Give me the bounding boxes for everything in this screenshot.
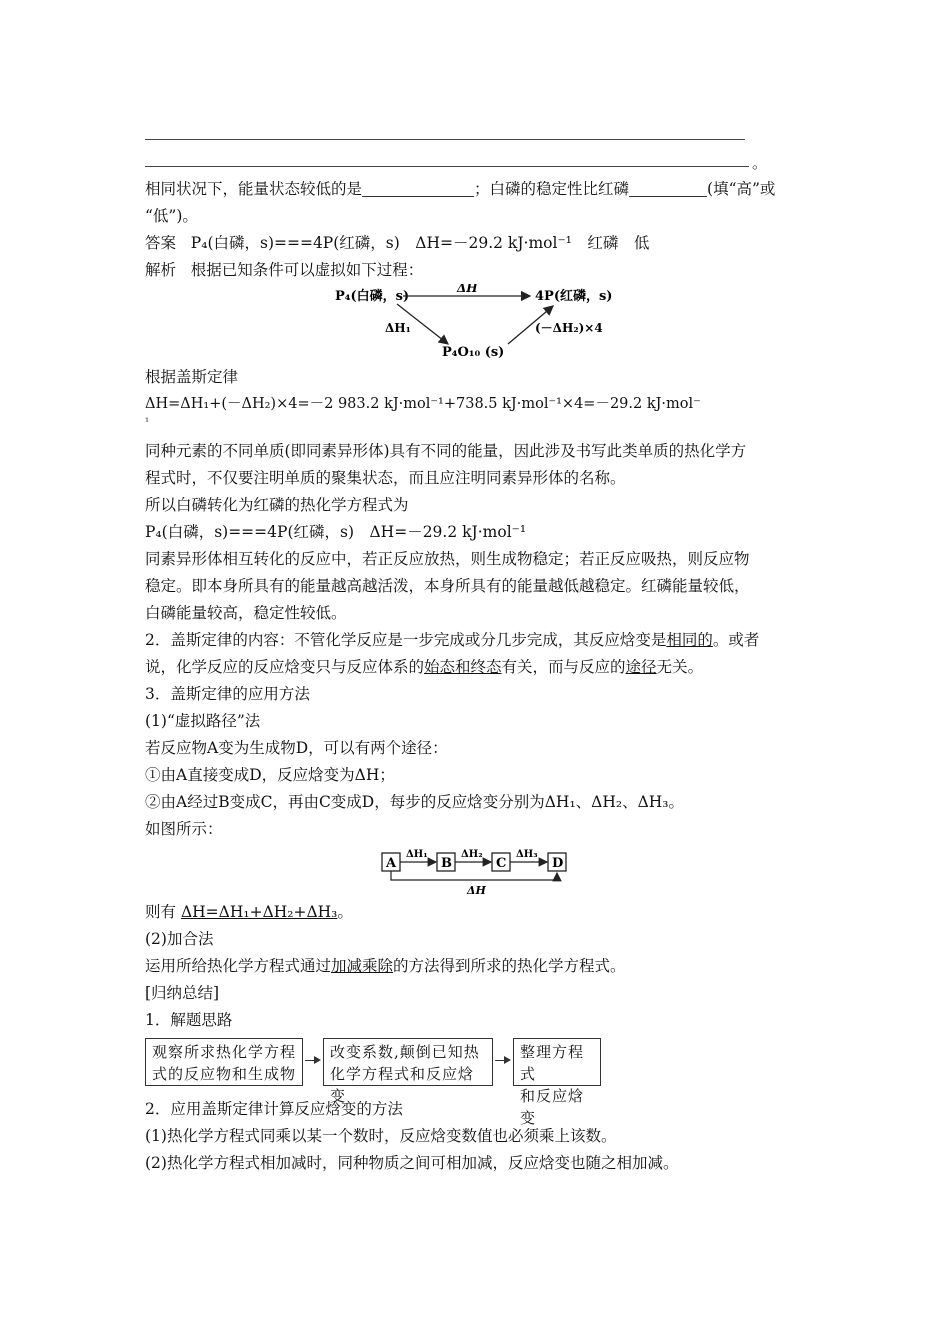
answer-rule-1 xyxy=(145,139,745,140)
label-neg-delta-h2: (－ΔH₂)×4 xyxy=(535,321,603,335)
para-3: P₄(白磷，s)===4P(红磷，s) ΔH=－29.2 kJ·mol⁻¹ xyxy=(145,523,527,541)
para-4c: 白磷能量较高，稳定性较低。 xyxy=(145,604,347,622)
node-white-phosphorus: P₄(白磷，s) xyxy=(335,289,410,304)
label-step-2: ΔH₂ xyxy=(461,849,483,860)
answer-text: P₄(白磷，s)===4P(红磷，s) ΔH=－29.2 kJ·mol⁻¹ 红磷 低 xyxy=(190,234,650,252)
section-3: 3．盖斯定律的应用方法 xyxy=(145,685,310,703)
node-red-phosphorus: 4P(红磷，s) xyxy=(535,289,613,304)
summary-heading: [归纳总结] xyxy=(145,984,220,1002)
document-body xyxy=(145,176,810,1177)
para-4b: 稳定。即本身所具有的能量越高越活泼，本身所具有的能量越低越稳定。红磷能量较低， xyxy=(145,577,750,595)
summary-3: (1)热化学方程式同乘以某一个数时，反应焓变数值也必须乘上该数。 xyxy=(145,1127,617,1145)
flow-arrow-1 xyxy=(305,1060,319,1061)
section-3-6: 则有 ΔH=ΔH₁+ΔH₂+ΔH₃。 xyxy=(145,903,353,921)
hess-title: 根据盖斯定律 xyxy=(145,368,239,386)
section-3-4: ②由A经过B变成C，再由C变成D，每步的反应焓变分别为ΔH₁、ΔH₂、ΔH₃。 xyxy=(145,793,685,811)
blank-1 xyxy=(362,180,474,197)
node-a: A xyxy=(386,856,397,871)
section-2a: 2．盖斯定律的内容：不管化学反应是一步完成或分几步完成，其反应焓变是相同的。或者 xyxy=(145,631,760,649)
label-step-1: ΔH₁ xyxy=(406,849,428,860)
abcd-path-svg xyxy=(145,843,810,899)
flow-arrow-2 xyxy=(495,1060,509,1061)
node-c: C xyxy=(496,856,507,871)
hess-equation: ΔH=ΔH₁+(－ΔH₂)×4=－2 983.2 kJ·mol⁻¹+738.5 kJ·mol⁻¹×4=－29.2 kJ·mol⁻ xyxy=(145,396,701,412)
phosphorus-cycle-diagram xyxy=(145,284,810,364)
answer-line xyxy=(145,230,810,257)
question-line-2: “低”)。 xyxy=(145,207,198,225)
section-3-5: 如图所示： xyxy=(145,820,223,838)
node-p4o10: P₄O₁₀ (s) xyxy=(442,345,505,360)
phosphorus-cycle-svg xyxy=(145,284,810,364)
flow-box-adjust: 改变系数,颠倒已知热 化学方程式和反应焓变 xyxy=(323,1038,493,1086)
para-2: 所以白磷转化为红磷的热化学方程式为 xyxy=(145,496,409,514)
label-step-3: ΔH₃ xyxy=(516,849,538,860)
rule-period: 。 xyxy=(752,154,768,172)
label-delta-h1: ΔH₁ xyxy=(385,321,411,335)
para-1a: 同种元素的不同单质(即同素异形体)具有不同的能量，因此涉及书写此类单质的热化学方 xyxy=(145,442,747,460)
label-delta-h: ΔH xyxy=(457,284,478,295)
abcd-path-diagram xyxy=(145,843,810,899)
section-3-8: 运用所给热化学方程式通过加减乘除的方法得到所求的热化学方程式。 xyxy=(145,957,626,975)
para-4a: 同素异形体相互转化的反应中，若正反应放热，则生成物稳定；若正反应吸热，则反应物 xyxy=(145,550,750,568)
node-d: D xyxy=(552,856,564,871)
analysis-line: 解析 根据已知条件可以虚拟如下过程： xyxy=(145,261,424,279)
hess-equation-tail: ¹ xyxy=(145,417,150,428)
blank-2 xyxy=(629,180,707,197)
summary-4: (2)热化学方程式相加减时，同种物质之间可相加减，反应焓变也随之相加减。 xyxy=(145,1154,679,1172)
section-3-3: ①由A直接变成D，反应焓变为ΔH； xyxy=(145,766,395,784)
flow-box-observe: 观察所求热化学方程 式的反应物和生成物 xyxy=(145,1038,303,1086)
arrow-direct-path xyxy=(391,871,557,880)
section-3-2: 若反应物A变为生成物D，可以有两个途径： xyxy=(145,739,448,757)
para-1b: 程式时，不仅要注明单质的聚集状态，而且应注明同素异形体的名称。 xyxy=(145,469,626,487)
summary-1: 1．解题思路 xyxy=(145,1011,233,1029)
section-3-1: (1)“虚拟路径”法 xyxy=(145,712,261,730)
section-3-7: (2)加合法 xyxy=(145,930,214,948)
answer-label: 答案 xyxy=(145,234,177,252)
section-2b: 说，化学反应的反应焓变只与反应体系的始态和终态有关，而与反应的途径无关。 xyxy=(145,658,704,676)
flow-box-arrange: 整理方程式 和反应焓变 xyxy=(513,1038,601,1086)
analysis-label: 解析 xyxy=(145,261,177,279)
question-line-1: 相同状况下，能量状态较低的是 ；白磷的稳定性比红磷 (填“高”或 xyxy=(145,180,776,198)
label-total: ΔH xyxy=(467,884,486,897)
answer-rule-2 xyxy=(145,166,749,167)
node-b: B xyxy=(441,856,452,871)
summary-2: 2．应用盖斯定律计算反应焓变的方法 xyxy=(145,1100,403,1118)
